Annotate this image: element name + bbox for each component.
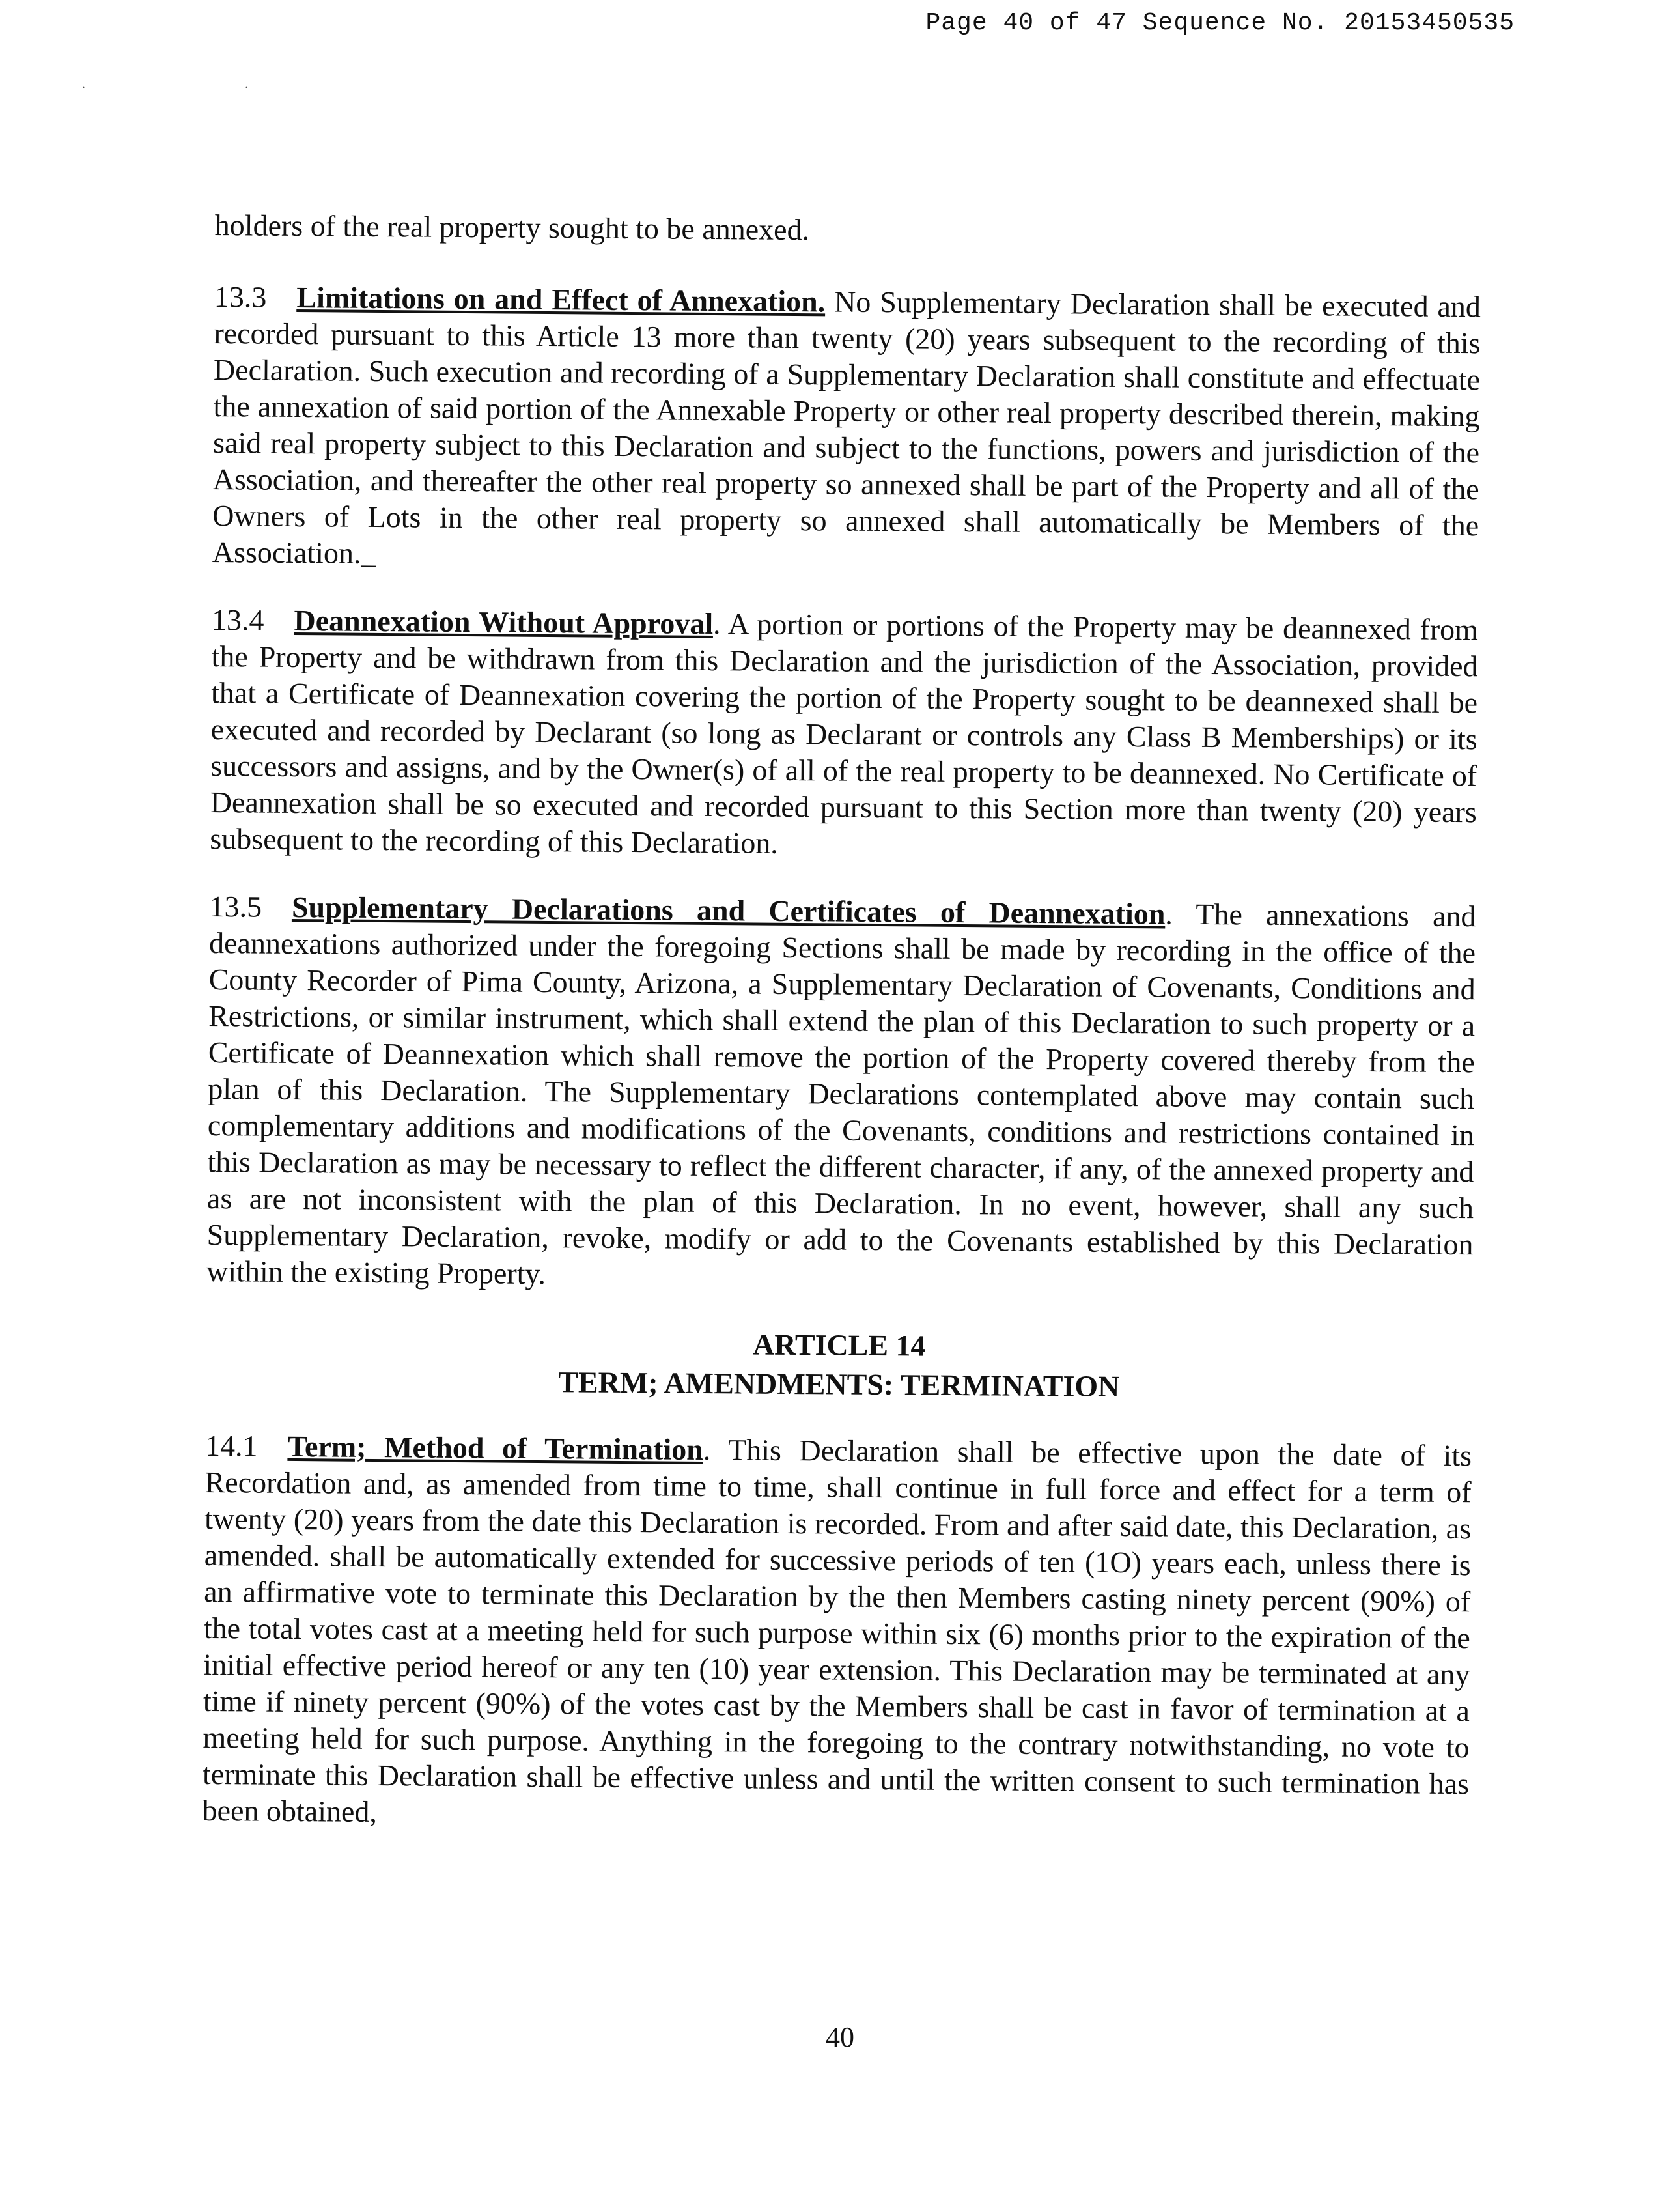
document-body [202, 207, 1481, 1839]
section-heading: Supplementary Declarations and Certificates of Deannexation [291, 890, 1166, 931]
section-13-3 [212, 279, 1481, 580]
section-heading: Limitations on and Effect of Annexation. [296, 280, 826, 319]
section-14-1 [202, 1428, 1472, 1839]
section-number: 13.4 [211, 602, 264, 637]
section-text: No Supplementary Declaration shall be executed and recorded pursuant to this Article 13 more than twenty (20) years subsequent to the recording of this Declaration. Such execution and recording of a Supplementary Declaration shall constitute and effectuate the annexation of said portion of the Annexable Property or other real property described therein, making said real property subject to this Declaration and subject to the functions, powers and jurisdiction of the Association, and thereafter the other real property so annexed shall be part of the Property and all of the Owners of Lots in the other real property so annexed shall automatically be Members of the Association._ [212, 285, 1481, 570]
continuation-paragraph: holders of the real property sought to be annexed. [214, 208, 810, 247]
section-13-5 [206, 888, 1476, 1299]
article-14-heading [206, 1321, 1473, 1409]
section-heading: Term; Method of Termination [287, 1429, 704, 1466]
section-text: . The annexations and deannexations authorized under the foregoing Sections shall be made by recording in the office of the County Recorder of Pima County, Arizona, a Supplementary Declaration of Covenants, Conditions and Restrictions, or similar instrument, which shall extend the plan of this Declaration to such property or a Certificate of Deannexation which shall remove the portion of the Property covered thereby from the plan of this Declaration. The Supplementary Declarations contemplated above may contain such complementary additions and modifications of the Covenants, conditions and restrictions contained in this Declaration as may be necessary to reflect the different character, if any, of the annexed property and as are not inconsistent with the plan of this Declaration. In no event, however, shall any such Supplementary Declaration, revoke, modify or add to the Covenants established by this Declaration within the existing Property. [206, 897, 1476, 1291]
section-text: . A portion or portions of the Property may be deannexed from the Property and be withdrawn from this Declaration and the jurisdiction of the Association, provided that a Certificate of Deannexation covering the portion of the Property sought to be deannexed shall be executed and recorded by Declarant (so long as Declarant or controls any Class B Memberships) or its successors and assigns, and by the Owner(s) of all of the real property to be deannexed. No Certificate of Deannexation shall be so executed and recorded pursuant to this Section more than twenty (20) years subsequent to the recording of this Declaration. [210, 607, 1479, 860]
section-number: 14.1 [204, 1428, 258, 1463]
section-heading: Deannexation Without Approval [294, 603, 714, 641]
page-number: 40 [826, 2021, 854, 2053]
section-text: . This Declaration shall be effective upon the date of its Recordation and, as amended from time to time, shall continue in full force and effect for a term of twenty (20) years from the date this Declaration is recorded. From and after said date, this Declaration, as amended. shall be automatically extended for successive periods of ten (1O) years each, unless there is an affirmative vote to terminate this Declaration by the then Members casting ninety percent (90%) of the total votes cast at a meeting held for such purpose within six (6) months prior to the expiration of the initial effective period hereof or any ten (10) year extension. This Declaration may be terminated at any time if ninety percent (90%) of the votes cast by the Members shall be cast in favor of termination at a meeting held for such purpose. Anything in the foregoing to the contrary notwithstanding, no vote to terminate this Declaration shall be effective unless and until the written consent to such termination has been obtained, [202, 1432, 1472, 1829]
article-title: ARTICLE 14 [752, 1327, 926, 1363]
article-subtitle: TERM; AMENDMENTS: TERMINATION [558, 1365, 1120, 1403]
section-number: 13.5 [209, 889, 262, 924]
section-number: 13.3 [214, 279, 267, 314]
section-13-4 [210, 602, 1478, 867]
scan-specks: . . [82, 77, 326, 91]
sequence-stamp: Page 40 of 47 Sequence No. 20153450535 [925, 9, 1515, 37]
